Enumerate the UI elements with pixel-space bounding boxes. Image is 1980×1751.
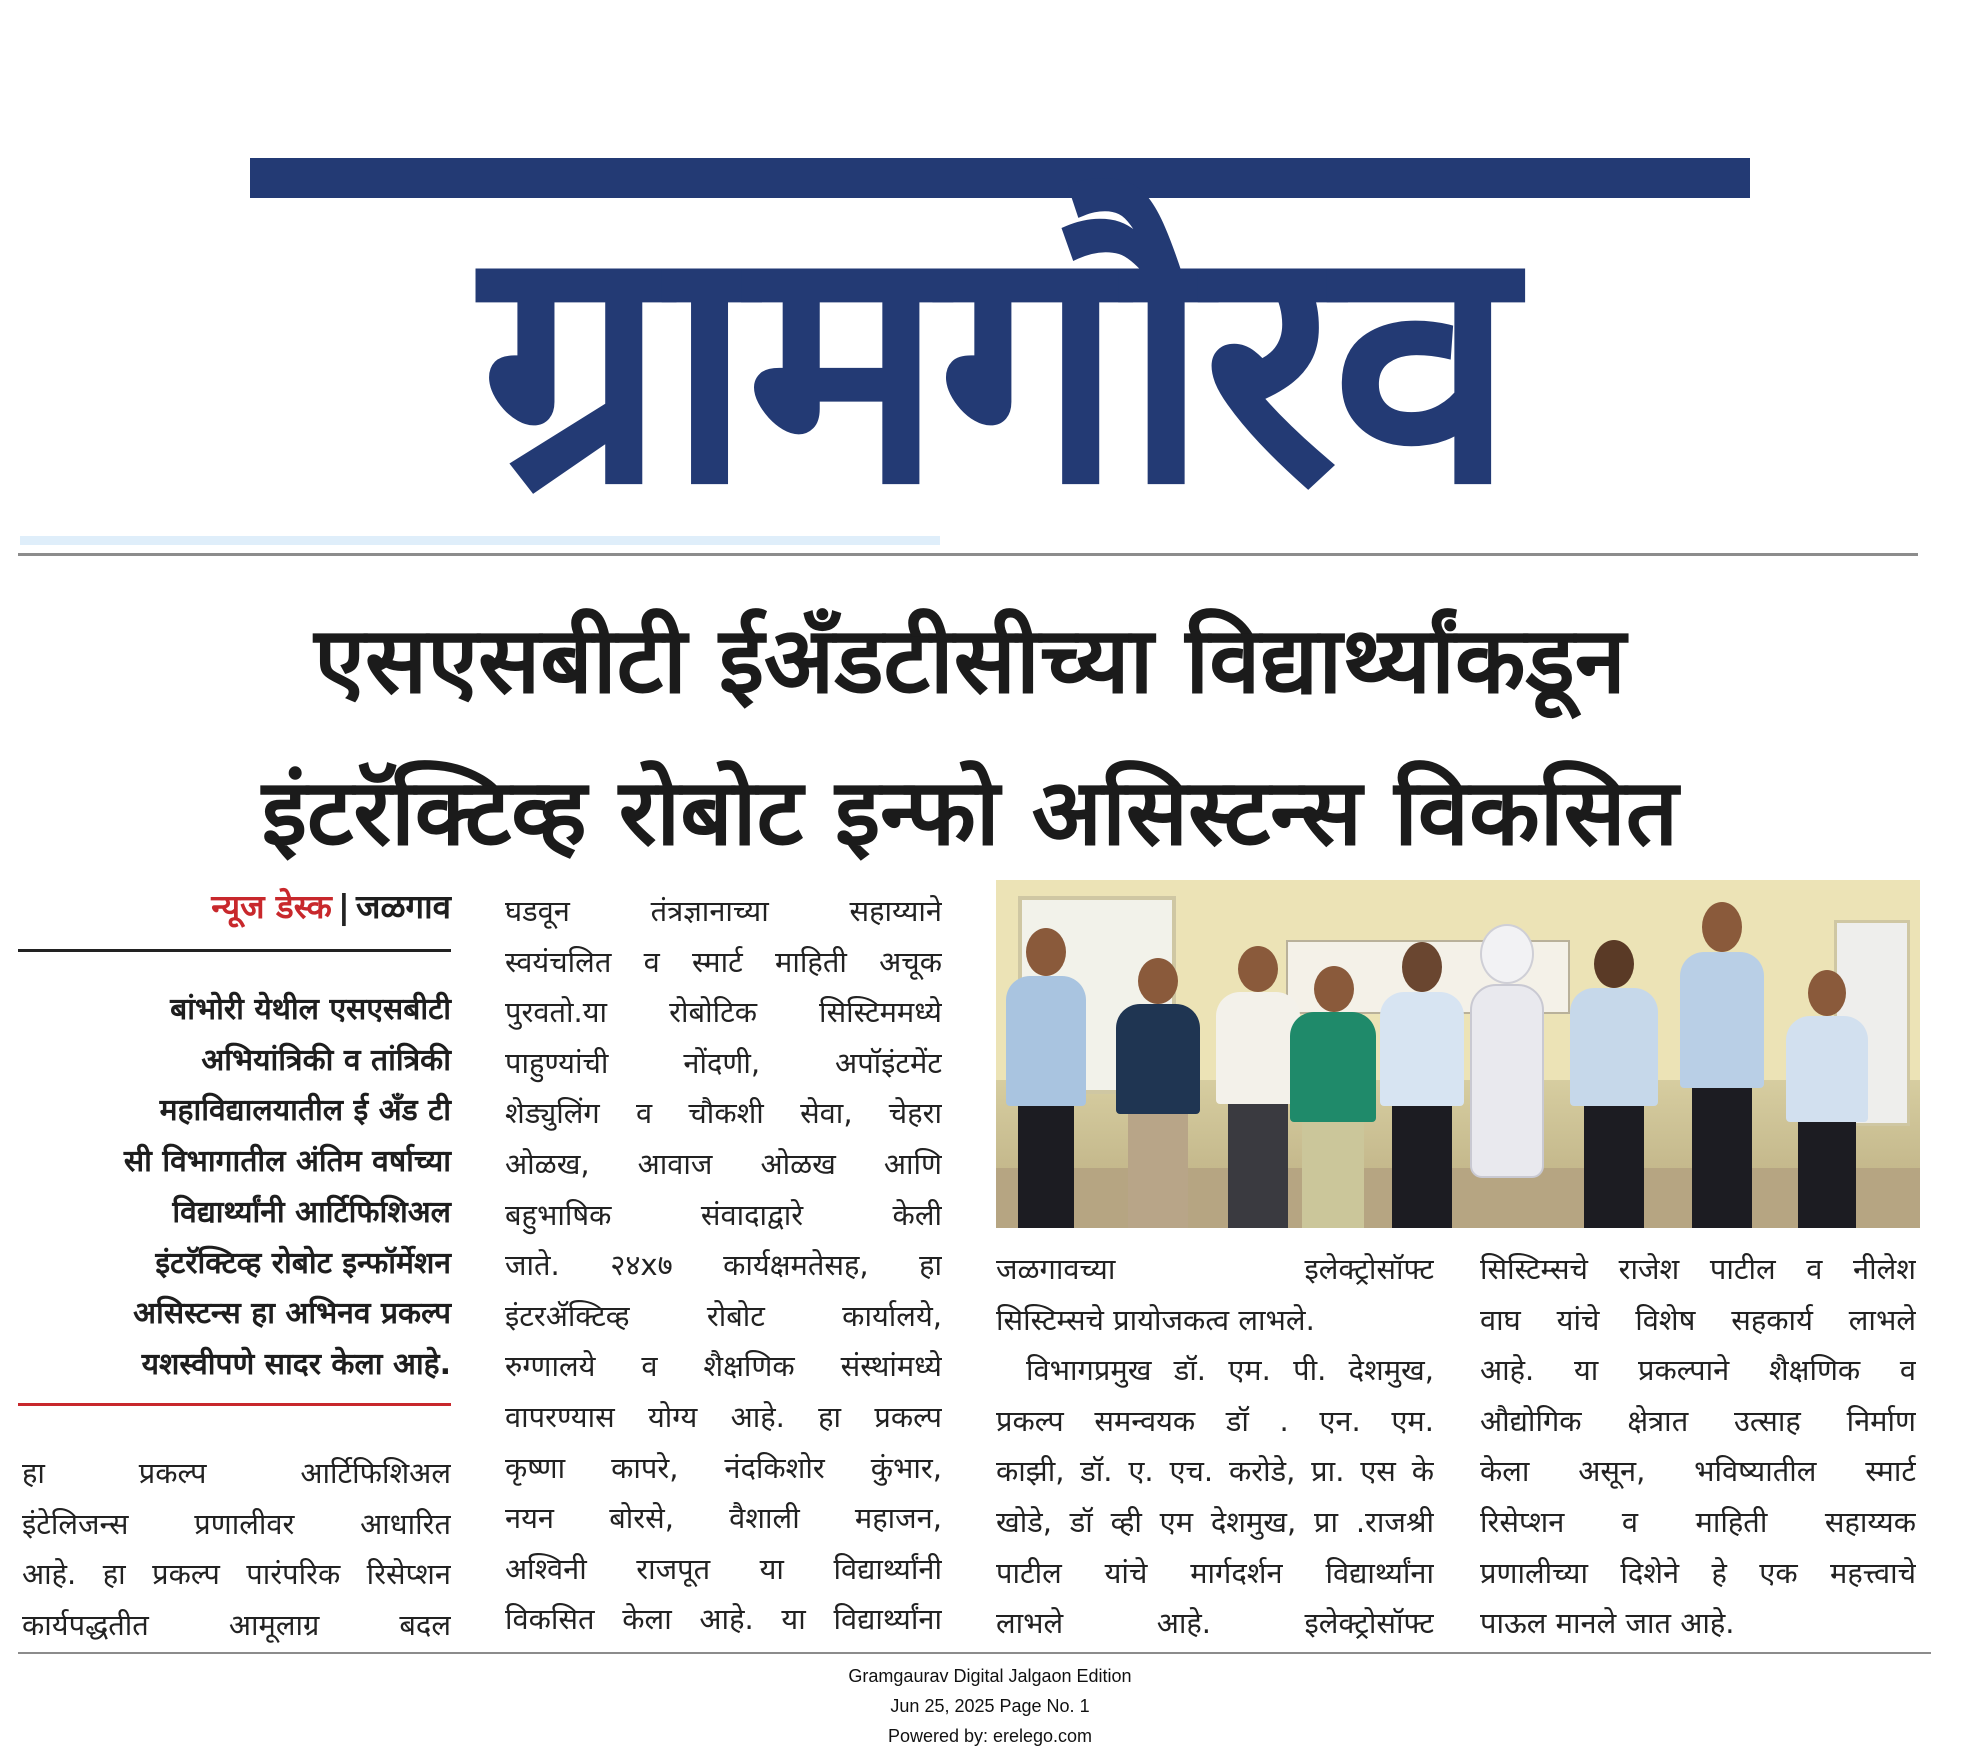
column-line: काझी, डॉ. ए. एच. करोडे, प्रा. एस के [996, 1454, 1434, 1489]
column-line: अश्विनी राजपूत या विद्यार्थ्यांनी [505, 1551, 942, 1586]
person-2 [1112, 958, 1204, 1228]
robot [1464, 924, 1546, 1174]
headline-line-1: एसएसबीटी ईअँडटीसीच्या विद्यार्थ्यांकडून [314, 607, 1626, 714]
article-column-2 [505, 886, 942, 1645]
bottom-divider [18, 1652, 1931, 1654]
lead-line: सी विभागातील अंतिम वर्षाच्या [123, 1144, 451, 1180]
person-6 [1566, 940, 1662, 1228]
byline-city: जळगाव [355, 887, 451, 926]
masthead [0, 0, 1980, 545]
footer [0, 1661, 1980, 1751]
column-line: खोडे, डॉ व्ही एम देशमुख, प्रा .राजश्री [996, 1504, 1434, 1539]
column-line: शेड्युलिंग व चौकशी सेवा, चेहरा [505, 1096, 942, 1131]
lead-divider [18, 1403, 451, 1406]
lead-line: विद्यार्थ्यांनी आर्टिफिशिअल [172, 1194, 451, 1230]
column-line: रिसेप्शन व माहिती सहाय्यक [1480, 1504, 1916, 1539]
column-line: वाघ यांचे विशेष सहकार्य लाभले [1480, 1302, 1916, 1337]
column-line: सिस्टिम्सचे प्रायोजकत्व लाभले. [996, 1302, 1315, 1337]
column-line: प्रणालीच्या दिशेने हे एक महत्त्वाचे [1480, 1555, 1916, 1590]
byline-separator: | [337, 887, 350, 926]
column-line: पाटील यांचे मार्गदर्शन विद्यार्थ्यांना [996, 1555, 1434, 1590]
column-line: पुरवतो.या रोबोटिक सिस्टिममध्ये [505, 995, 942, 1030]
top-divider [18, 553, 1918, 556]
column-line: सिस्टिम्सचे राजेश पाटील व नीलेश [1480, 1252, 1916, 1286]
person-5 [1376, 942, 1468, 1228]
column-line: वापरण्यास योग्य आहे. हा प्रकल्प [505, 1399, 942, 1434]
byline [18, 878, 451, 936]
article-column-1 [22, 1448, 451, 1650]
column-line: नयन बोरसे, वैशाली महाजन, [505, 1501, 942, 1536]
column-line: जाते. २४x७ कार्यक्षमतेसह, हा [505, 1248, 942, 1283]
lead-line: बांभोरी येथील एसएसबीटी [170, 992, 451, 1027]
headline-line-2: इंटरॅक्टिव्ह रोबोट इन्फो असिस्टन्स विकसित [261, 759, 1679, 866]
column-line: प्रकल्प समन्वयक डॉ . एन. एम. [996, 1403, 1434, 1438]
column-line: इंटरॲक्टिव्ह रोबोट कार्यालये, [505, 1298, 942, 1333]
column-line: पाऊल मानले जात आहे. [1480, 1606, 1735, 1641]
column-line: इंटेलिजन्स प्रणालीवर आधारित [22, 1506, 451, 1541]
column-line: ओळख, आवाज ओळख आणि [505, 1146, 942, 1181]
footer-date-page: Jun 25, 2025 Page No. 1 [890, 1696, 1090, 1716]
footer-edition: Gramgaurav Digital Jalgaon Edition [848, 1666, 1132, 1686]
column-line: पाहुण्यांची नोंदणी, अपॉइंटमेंट [505, 1045, 942, 1080]
masthead-accent-strip [20, 536, 940, 545]
footer-powered-by[interactable]: Powered by: erelego.com [887, 1726, 1093, 1746]
column-line: केला असून, भविष्यातील स्मार्ट [1480, 1454, 1916, 1489]
column-line: आहे. हा प्रकल्प पारंपरिक रिसेप्शन [22, 1557, 451, 1592]
column-line: विभागप्रमुख डॉ. एम. पी. देशमुख, [1026, 1353, 1434, 1388]
headline [40, 585, 1900, 889]
column-line: जळगावच्या इलेक्ट्रोसॉफ्ट [996, 1252, 1434, 1286]
lead-line: इंटरॅक्टिव्ह रोबोट इन्फॉर्मेशन [155, 1245, 451, 1281]
column-line: स्वयंचलित व स्मार्ट माहिती अचूक [505, 944, 942, 979]
column-line: लाभले आहे. इलेक्ट्रोसॉफ्ट [996, 1606, 1434, 1641]
column-line: विकसित केला आहे. या विद्यार्थ्यांना [505, 1602, 942, 1637]
group-photo [996, 880, 1920, 1228]
person-4 [1286, 966, 1380, 1228]
column-line: आहे. या प्रकल्पाने शैक्षणिक व [1480, 1353, 1916, 1388]
person-7 [1676, 902, 1768, 1228]
column-line: रुग्णालये व शैक्षणिक संस्थांमध्ये [505, 1349, 942, 1384]
column-line: औद्योगिक क्षेत्रात उत्साह निर्माण [1480, 1403, 1916, 1438]
column-line: हा प्रकल्प आर्टिफिशिअल [22, 1456, 451, 1490]
byline-desk: न्यूज डेस्क [211, 887, 332, 926]
lead-line: अभियांत्रिकी व तांत्रिकी [201, 1042, 451, 1078]
lead-line: यशस्वीपणे सादर केला आहे. [141, 1346, 451, 1382]
lead-line: असिस्टन्स हा अभिनव प्रकल्प [133, 1296, 451, 1332]
column-line: कृष्णा कापरे, नंदकिशोर कुंभार, [505, 1450, 942, 1485]
lead-line: महाविद्यालयातील ई अँड टी [159, 1093, 451, 1129]
byline-divider [18, 949, 451, 952]
article-column-3 [996, 1244, 1434, 1649]
person-8 [1782, 970, 1872, 1228]
lead-paragraph [18, 985, 451, 1391]
column-line: बहुभाषिक संवादाद्वारे केली [505, 1197, 942, 1232]
person-1 [1002, 928, 1090, 1228]
masthead-logo: ग्रामगौरव [480, 173, 1510, 530]
column-line: घडवून तंत्रज्ञानाच्या सहाय्याने [505, 894, 942, 928]
article-column-4 [1480, 1244, 1916, 1649]
column-line: कार्यपद्धतीत आमूलाग्र बदल [22, 1607, 451, 1642]
